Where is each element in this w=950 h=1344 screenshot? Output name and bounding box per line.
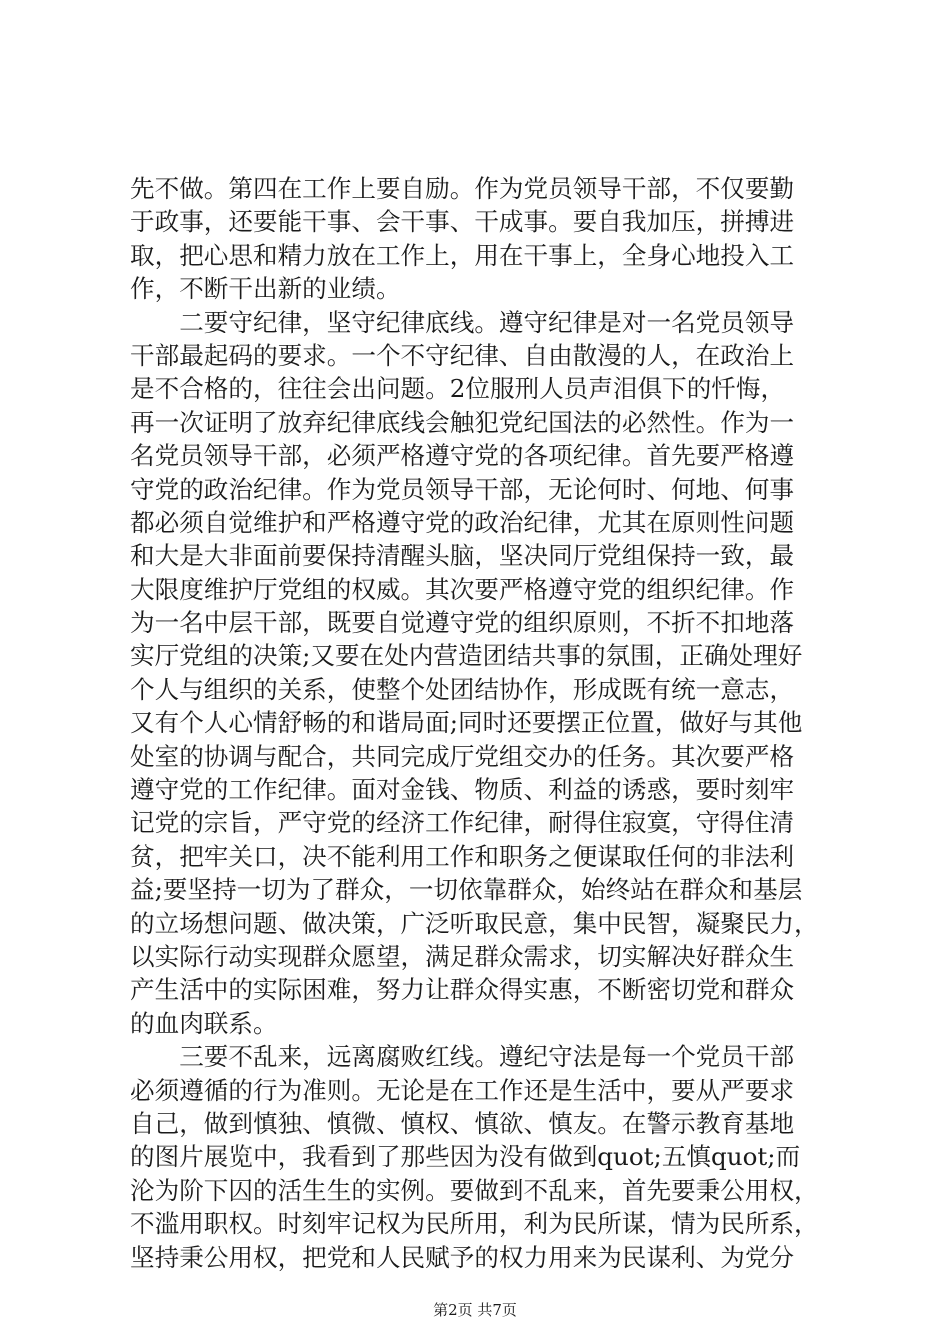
body-text [130, 172, 830, 1274]
text-line: 大限度维护厅党组的权威。其次要严格遵守党的组织纪律。作 [130, 574, 795, 604]
text-line: 是不合格的，往往会出问题。2位服刑人员声泪俱下的忏悔， [130, 374, 786, 404]
text-line: 再一次证明了放弃纪律底线会触犯党纪国法的必然性。作为一 [130, 407, 795, 437]
text-line: 沦为阶下囚的活生生的实例。要做到不乱来，首先要秉公用权， [130, 1175, 819, 1205]
text-line: 遵守党的工作纪律。面对金钱、物质、利益的诱惑，要时刻牢 [130, 775, 795, 805]
text-line: 干部最起码的要求。一个不守纪律、自由散漫的人，在政治上 [130, 340, 795, 370]
text-line: 取，把心思和精力放在工作上，用在干事上，全身心地投入工 [130, 240, 795, 270]
text-line: 都必须自觉维护和严格遵守党的政治纪律，尤其在原则性问题 [130, 507, 795, 537]
text-line: 贫，把牢关口，决不能利用工作和职务之便谋取任何的非法利 [130, 841, 795, 871]
text-line: 坚持秉公用权，把党和人民赋予的权力用来为民谋利、为党分 [130, 1242, 795, 1272]
text-line: 二要守纪律，坚守纪律底线。遵守纪律是对一名党员领导 [130, 307, 795, 337]
text-line: 作，不断干出新的业绩。 [130, 274, 401, 304]
text-line: 处室的协调与配合，共同完成厅党组交办的任务。其次要严格 [130, 741, 795, 771]
text-line: 的图片展览中，我看到了那些因为没有做到quot;五慎quot;而 [130, 1142, 801, 1172]
page-footer: 第2页 共7页 [433, 1301, 517, 1319]
text-line: 自己，做到慎独、慎微、慎权、慎欲、慎友。在警示教育基地 [130, 1108, 795, 1138]
text-line: 不滥用职权。时刻牢记权为民所用，利为民所谋，情为民所系， [130, 1209, 819, 1239]
text-line: 实厅党组的决策;又要在处内营造团结共事的氛围，正确处理好 [130, 641, 803, 671]
text-line: 于政事，还要能干事、会干事、干成事。要自我加压，拼搏进 [130, 207, 795, 237]
text-line: 的血肉联系。 [130, 1008, 278, 1038]
text-line: 名党员领导干部，必须严格遵守党的各项纪律。首先要严格遵 [130, 441, 795, 471]
text-line: 以实际行动实现群众愿望，满足群众需求，切实解决好群众生 [130, 941, 795, 971]
text-line: 三要不乱来，远离腐败红线。遵纪守法是每一个党员干部 [130, 1042, 795, 1072]
text-line: 必须遵循的行为准则。无论是在工作还是生活中，要从严要求 [130, 1075, 795, 1105]
text-line: 守党的政治纪律。作为党员领导干部，无论何时、何地、何事 [130, 474, 795, 504]
text-line: 益;要坚持一切为了群众，一切依靠群众，始终站在群众和基层 [130, 875, 803, 905]
text-line: 先不做。第四在工作上要自励。作为党员领导干部，不仅要勤 [130, 174, 795, 203]
text-line: 个人与组织的关系，使整个处团结协作，形成既有统一意志， [130, 674, 795, 704]
text-line: 的立场想问题、做决策，广泛听取民意，集中民智，凝聚民力， [130, 908, 819, 938]
text-line: 又有个人心情舒畅的和谐局面;同时还要摆正位置，做好与其他 [130, 708, 803, 738]
text-line: 为一名中层干部，既要自觉遵守党的组织原则，不折不扣地落 [130, 608, 795, 638]
text-line: 记党的宗旨，严守党的经济工作纪律，耐得住寂寞，守得住清 [130, 808, 795, 838]
text-line: 产生活中的实际困难，努力让群众得实惠，不断密切党和群众 [130, 975, 795, 1005]
text-line: 和大是大非面前要保持清醒头脑，坚决同厅党组保持一致，最 [130, 541, 795, 571]
